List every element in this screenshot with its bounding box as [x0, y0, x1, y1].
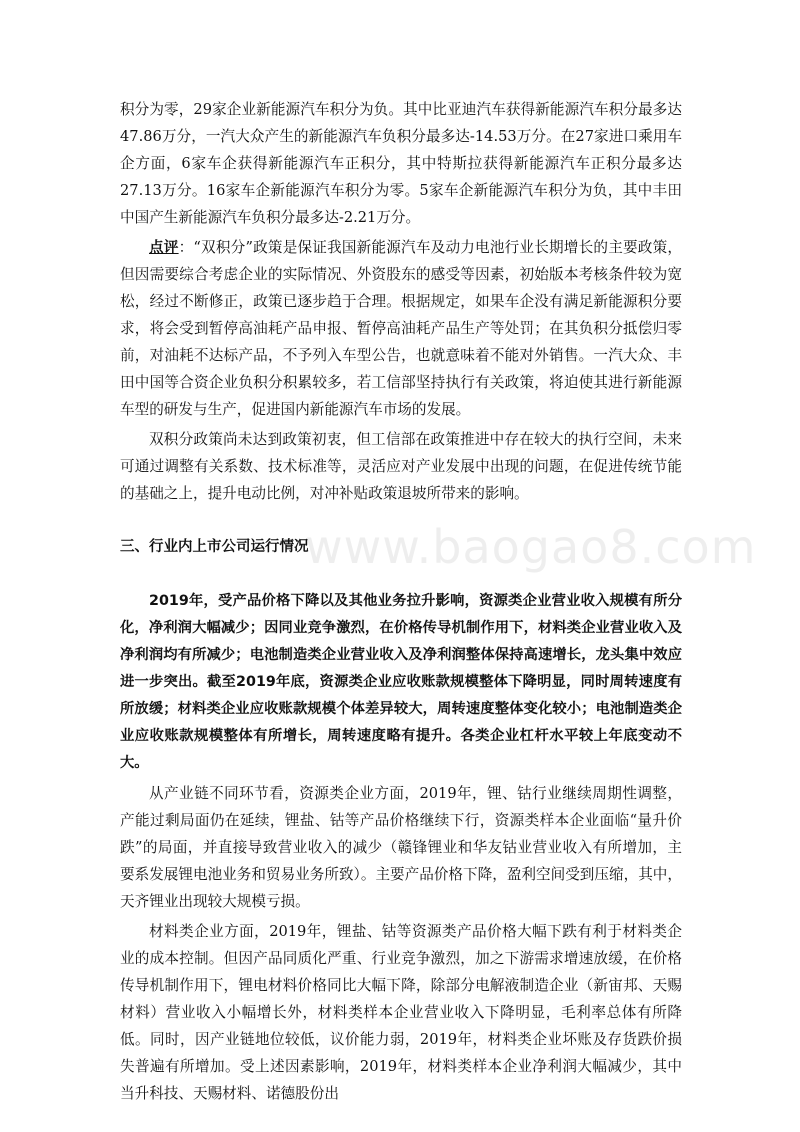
watermark-text: www.baogao8.com [305, 520, 757, 574]
section-heading: 三、行业内上市公司运行情况 [120, 539, 309, 555]
paragraph-commentary [120, 234, 682, 423]
document-body [120, 96, 682, 1107]
paragraph-policy-outlook: 双积分政策尚未达到政策初衷，但工信部在政策推进中存在较大的执行空间，未来可通过调整有关系数、技术标准等，灵活应对产业发展中出现的问题，在促进传统节能的基础之上，提升电动比例，对冲补贴政策退坡所带来的影响。 [120, 431, 682, 502]
commentary-text: ：“双积分”政策是保证我国新能源汽车及动力电池行业长期增长的主要政策，但因需要综合考虑企业的实际情况、外资股东的感受等因素，初始版本考核条件较为宽松，经过不断修正，政策已逐步趋于合理。根据规定，如果车企没有满足新能源积分要求，将会受到暂停高油耗产品申报、暂停高油耗产品生产等处罚；在其负积分抵偿归零前，对油耗不达标产品，不予列入车型公告，也就意味着不能对外销售。一汽大众、丰田中国等合资企业负积分积累较多，若工信部坚持执行有关政策，将迫使其进行新能源车型的研发与生产，促进国内新能源汽车市场的发展。 [120, 239, 682, 418]
paragraph-material-companies: 材料类企业方面，2019年，锂盐、钴等资源类产品价格大幅下跌有利于材料类企业的成本控制。但因产品同质化严重、行业竞争激烈，加之下游需求增速放缓，在价格传导机制作用下，锂电材料价格同比大幅下降，除部分电解液制造企业（新宙邦、天赐材料）营业收入小幅增长外，材料类样本企业营业收入下降明显，毛利率总体有所降低。同时，因产业链地位较低，议价能力弱，2019年，材料类企业坏账及存货跌价损失普遍有所增加。受上述因素影响，2019年，材料类样本企业净利润大幅减少，其中当升科技、天赐材料、诺德股份出 [120, 923, 682, 1102]
paragraph-key-summary: 2019年，受产品价格下降以及其他业务拉升影响，资源类企业营业收入规模有所分化，净利润大幅减少；因同业竞争激烈，在价格传导机制作用下，材料类企业营业收入及净利润均有所减少；电池制造类企业营业收入及净利润整体保持高速增长，龙头集中效应进一步突出。截至2019年底，资源类企业应收账款规模整体下降明显，同时周转速度有所放缓；材料类企业应收账款规模个体差异较大，周转速度整体变化较小；电池制造类企业应收账款规模整体有所增长，周转速度略有提升。各类企业杠杆水平较上年底变动不大。 [120, 593, 682, 771]
paragraph-resource-companies: 从产业链不同环节看，资源类企业方面，2019年，锂、钴行业继续周期性调整，产能过剩局面仍在延续，锂盐、钴等产品价格继续下行，资源类样本企业面临“量升价跌”的局面，并直接导致营业收入的减少（赣锋锂业和华友钴业营业收入有所增加，主要系发展锂电池业务和贸易业务所致）。主要产品价格下降，盈利空间受到压缩，其中，天齐锂业出现较大规模亏损。 [120, 785, 682, 910]
commentary-label: 点评 [149, 239, 179, 256]
paragraph-credit-summary: 积分为零，29家企业新能源汽车积分为负。其中比亚迪汽车获得新能源汽车积分最多达47.86万分，一汽大众产生的新能源汽车负积分最多达-14.53万分。在27家进口乘用车企方面，6家车企获得新能源汽车正积分，其中特斯拉获得新能源汽车正积分最多达27.13万分。16家车企新能源汽车积分为零。5家车企新能源汽车积分为负，其中丰田中国产生新能源汽车负积分最多达-2.21万分。 [120, 101, 682, 226]
